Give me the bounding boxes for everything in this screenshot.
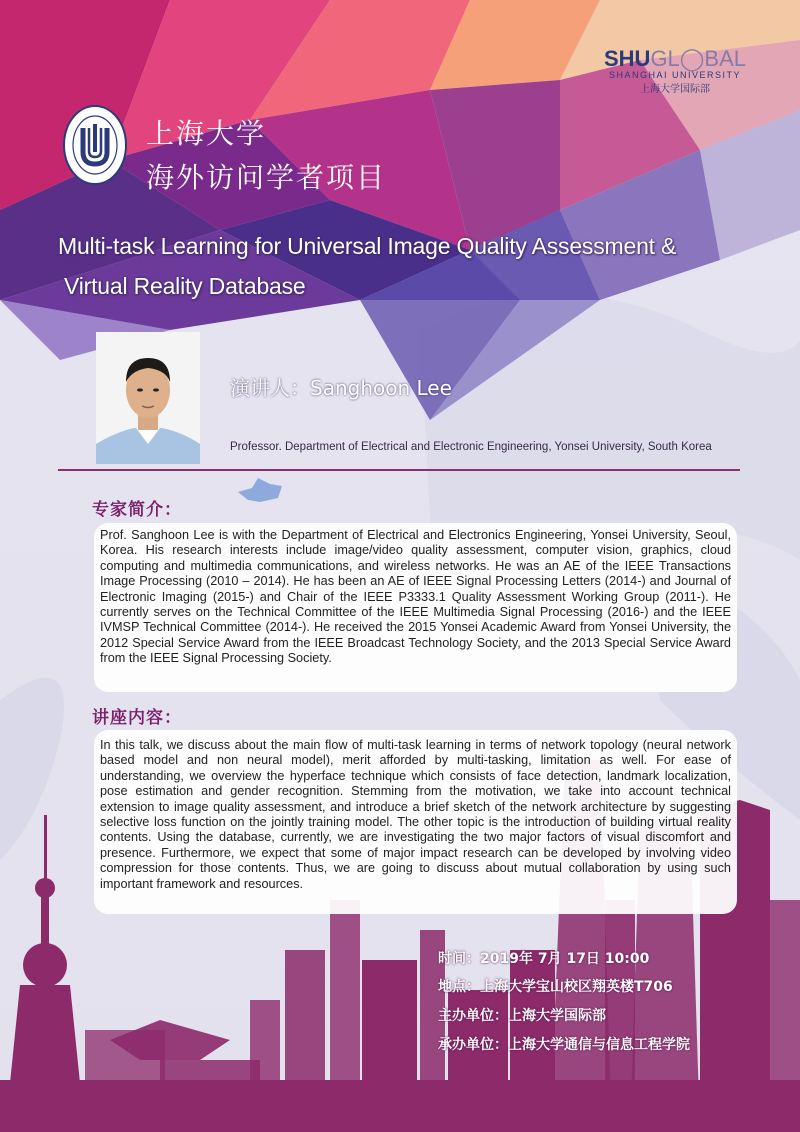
logo-subtitle-cn: 上海大学国际部 — [640, 84, 710, 95]
section-divider — [58, 469, 740, 471]
speaker-affiliation: Professor. Department of Electrical and Electronic Engineering, Yonsei University, South Korea — [230, 441, 712, 453]
speaker-photo — [96, 332, 200, 464]
abstract-text: In this talk, we discuss about the main flow of multi-task learning in terms of network topology (neural network based model and non neural model), merit afforded by multi-tasking, limitation as well. For ease of understanding, we overview the hyperface technique which consists of face detection, landmark localization, pose estimation and gender recognition. Stemming from the motivation, we take into account technical extension to image quality assessment, and introduce a brief sketch of the network architecture by suggesting selective loss function on the jointly training model. The other topic is the introduction of building virtual reality contents. Using the database, currently, we are investigating the two major factors of visual discomfort and presence. Furthermore, we expect that some of major impact research can be developed by involving video compression for those contents. Thus, we are going to discuss about mutual collaboration by using such important framework and resources. — [100, 738, 731, 891]
bio-heading: 专家简介： — [92, 500, 182, 520]
speaker-portrait-icon — [96, 332, 200, 464]
logo-subtitle-en: SHANGHAI UNIVERSITY — [608, 70, 742, 80]
speaker-name: 演讲人：Sanghoon Lee — [230, 376, 452, 400]
abstract-heading: 讲座内容： — [92, 708, 182, 728]
abstract-panel — [94, 730, 737, 914]
talk-title — [58, 226, 778, 306]
event-time: 时间：2019年 7月 17日 10:00 — [438, 951, 650, 967]
bio-text: Prof. Sanghoon Lee is with the Department of Electrical and Electronics Engineering, Yonsei University, Seoul, Korea. His research interests include image/video quality assessment, computer vision, graphics, cloud computing and multimedia communications, and wireless networks. He was an AE of the IEEE Transactions Image Processing (2010 – 2014). He has been an AE of IEEE Signal Processing Letters (2014-) and Journal of Electronic Imaging (2015-) and Chair of the IEEE P3333.1 Quality Assessment Working Group (2011-). He currently serves on the Technical Committee of the IEEE Multimedia Signal Processing (2016-) and the IEEE IVMSP Technical Committee (2014-). He received the 2015 Yonsei Academic Award from Yonsei University, the 2012 Special Service Award from the IEEE Broadcast Technology Society, and the 2013 Special Service Award from the IEEE Signal Processing Society. — [100, 528, 731, 666]
logo-shu-text: SHU — [603, 46, 651, 71]
shu-global-logo — [590, 46, 760, 95]
talk-title-line2: Virtual Reality Database — [64, 273, 306, 299]
school-name: 上海大学 — [146, 117, 267, 150]
event-place: 地点：上海大学宝山校区翔英楼T706 — [438, 979, 673, 995]
university-seal-icon — [62, 104, 128, 186]
bio-panel — [94, 523, 737, 692]
event-organizer: 承办单位：上海大学通信与信息工程学院 — [438, 1037, 690, 1053]
logo-globe-icon: ◯ — [679, 46, 705, 71]
logo-bal-text: BAL — [704, 46, 747, 71]
program-name: 海外访问学者项目 — [146, 161, 387, 194]
event-host: 主办单位：上海大学国际部 — [438, 1008, 606, 1024]
talk-title-line1: Multi-task Learning for Universal Image Quality Assessment & — [58, 233, 677, 259]
logo-gl-text: GL — [650, 46, 680, 71]
